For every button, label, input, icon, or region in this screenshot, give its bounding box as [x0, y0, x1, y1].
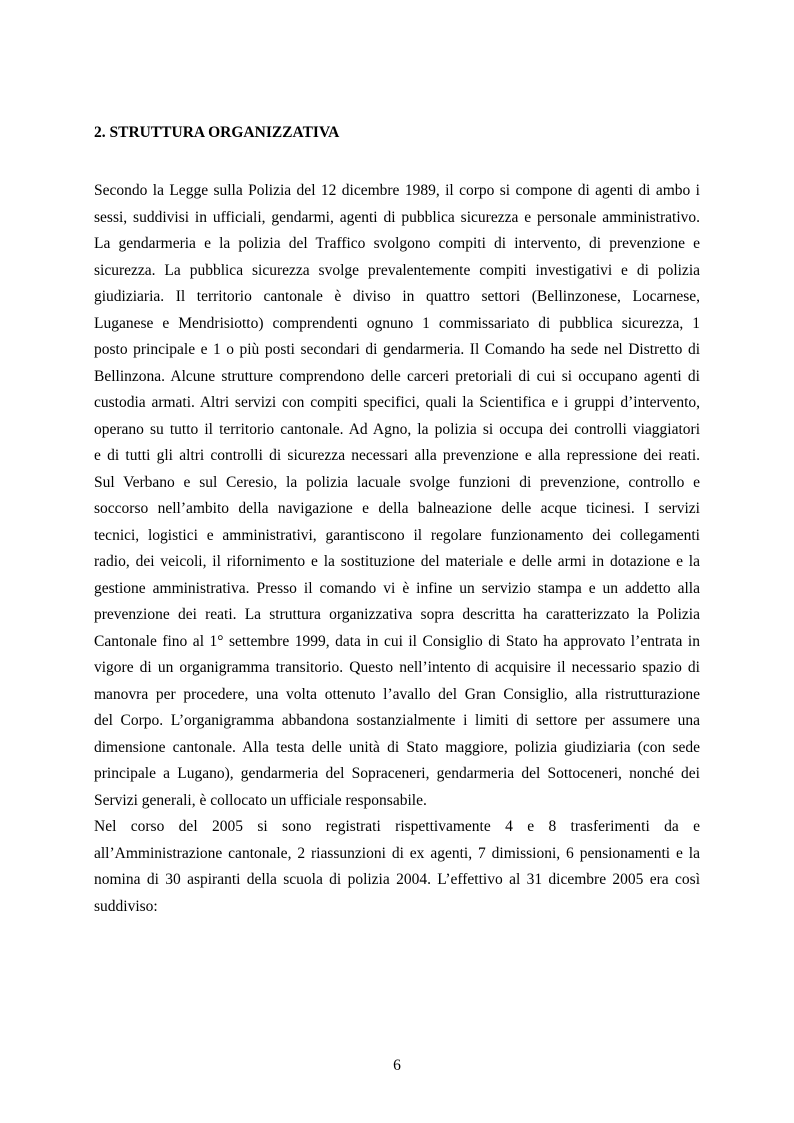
paragraph-line: Luganese e Mendrisiotto) comprendenti ognuno 1 commissariato di pubblica sicurezza, 1 — [94, 314, 700, 332]
paragraph-line: Secondo la Legge sulla Polizia del 12 dicembre 1989, il corpo si compone di agenti di ambo i — [94, 182, 700, 199]
paragraph-line: soccorso nell’ambito della navigazione e della balneazione delle acque ticinesi. I servizi — [94, 500, 700, 517]
paragraph-line: prevenzione dei reati. La struttura organizzativa sopra descritta ha caratterizzato la Polizia — [94, 606, 700, 623]
paragraph-line: custodia armati. Altri servizi con compiti specifici, quali la Scientifica e i gruppi d’intervento, — [94, 394, 700, 411]
paragraph-line: Bellinzona. Alcune strutture comprendono delle carceri pretoriali di cui si occupano agenti di — [94, 367, 700, 385]
paragraph-line: suddiviso: — [94, 897, 158, 915]
paragraph-line: principale a Lugano), gendarmeria del Sopraceneri, gendarmeria del Sottoceneri, nonché dei — [94, 765, 700, 782]
paragraph-line: del Corpo. L’organigramma abbandona sostanzialmente i limiti di settore per assumere una — [94, 712, 700, 729]
paragraph-line: dimensione cantonale. Alla testa delle unità di Stato maggiore, polizia giudiziaria (con sede — [94, 738, 700, 756]
paragraph-line: all’Amministrazione cantonale, 2 riassunzioni di ex agenti, 7 dimissioni, 6 pensionamenti e la — [94, 844, 700, 862]
body-text — [94, 178, 700, 920]
section-heading: 2. STRUTTURA ORGANIZZATIVA — [94, 124, 340, 141]
paragraph-line: Servizi generali, è collocato un ufficiale responsabile. — [94, 791, 427, 809]
paragraph-line: giudiziaria. Il territorio cantonale è diviso in quattro settori (Bellinzonese, Locarnese, — [94, 288, 700, 305]
paragraph-line: posto principale e 1 o più posti secondari di gendarmeria. Il Comando ha sede nel Distretto di — [94, 341, 700, 358]
page-number: 6 — [393, 1057, 401, 1074]
paragraph-line: radio, dei veicoli, il rifornimento e la sostituzione del materiale e delle armi in dotazione e la — [94, 553, 700, 570]
paragraph-line: sessi, suddivisi in ufficiali, gendarmi, agenti di pubblica sicurezza e personale amministrativo. — [94, 208, 700, 226]
paragraph-line: nomina di 30 aspiranti della scuola di polizia 2004. L’effettivo al 31 dicembre 2005 era così — [94, 871, 700, 888]
paragraph-line: tecnici, logistici e amministrativi, garantiscono il regolare funzionamento dei collegamenti — [94, 526, 700, 544]
paragraph-line: manovra per procedere, una volta ottenuto l’avallo del Gran Consiglio, alla ristrutturazione — [94, 685, 700, 703]
paragraph-line: sicurezza. La pubblica sicurezza svolge prevalentemente compiti investigativi e di polizia — [94, 261, 700, 279]
paragraph-line: Cantonale fino al 1° settembre 1999, data in cui il Consiglio di Stato ha approvato l’entrata in — [94, 632, 700, 650]
paragraph-line: e di tutti gli altri controlli di sicurezza necessari alla prevenzione e alla repressione dei reati. — [94, 447, 700, 464]
paragraph-line: gestione amministrativa. Presso il comando vi è infine un servizio stampa e un addetto alla — [94, 579, 700, 597]
paragraph-line: operano su tutto il territorio cantonale. Ad Agno, la polizia si occupa dei controlli viaggiatori — [94, 420, 700, 438]
paragraph-line: vigore di un organigramma transitorio. Questo nell’intento di acquisire il necessario spazio di — [94, 659, 700, 676]
paragraph-line: La gendarmeria e la polizia del Traffico svolgono compiti di intervento, di prevenzione e — [94, 235, 700, 252]
paragraph-line: Nel corso del 2005 si sono registrati rispettivamente 4 e 8 trasferimenti da e — [94, 818, 700, 835]
paragraph-line: Sul Verbano e sul Ceresio, la polizia lacuale svolge funzioni di prevenzione, controllo e — [94, 473, 700, 491]
